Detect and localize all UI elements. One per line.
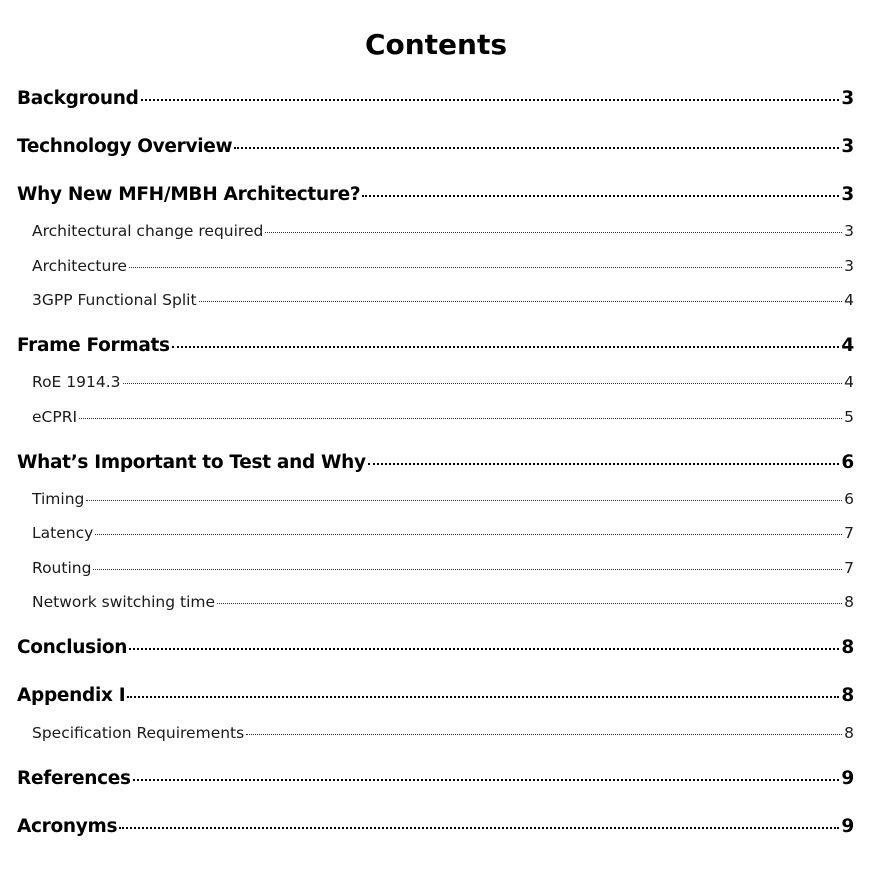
toc-dot-leader (123, 383, 843, 384)
toc-page-number: 7 (844, 559, 854, 577)
toc-page-number: 8 (841, 685, 854, 706)
page-title: Contents (364, 28, 508, 61)
toc-entry-label: eCPRI (32, 408, 78, 426)
toc-page-number: 4 (841, 335, 854, 356)
toc-entry-label: What’s Important to Test and Why (17, 452, 366, 473)
toc-dot-leader (95, 534, 842, 535)
toc-entry-timing[interactable] (32, 489, 854, 509)
toc-dot-leader (129, 648, 839, 650)
toc-dot-leader (86, 500, 842, 501)
toc-dot-leader (119, 827, 839, 829)
toc-page-number: 3 (844, 222, 854, 240)
toc-entry-label: Acronyms (17, 816, 118, 837)
toc-page-number: 4 (844, 291, 854, 309)
toc-page-number: 3 (841, 184, 854, 205)
toc-entry-why-new-architecture[interactable] (17, 183, 854, 207)
toc-dot-leader (234, 147, 839, 149)
toc-dot-leader (172, 346, 840, 348)
toc-entry-acronyms[interactable] (17, 815, 854, 839)
toc-entry-routing[interactable] (32, 558, 854, 578)
toc-page-number: 5 (844, 408, 854, 426)
toc-entry-label: References (17, 768, 131, 789)
toc-entry-latency[interactable] (32, 523, 854, 543)
toc-entry-frame-formats[interactable] (17, 334, 854, 358)
toc-entry-label: Conclusion (17, 637, 128, 658)
toc-entry-label: Specification Requirements (32, 724, 245, 742)
toc-dot-leader (129, 267, 842, 268)
toc-entry-label: Background (17, 88, 139, 109)
toc-entry-background[interactable] (17, 87, 854, 111)
toc-dot-leader (133, 779, 840, 781)
toc-page-number: 4 (844, 373, 854, 391)
toc-dot-leader (141, 99, 840, 101)
toc-entry-label: Frame Formats (17, 335, 170, 356)
toc-entry-label: Timing (32, 490, 85, 508)
toc-dot-leader (79, 418, 842, 419)
toc-page-number: 8 (844, 724, 854, 742)
toc-entry-roe-1914-3[interactable] (32, 372, 854, 392)
toc-entry-label: Architecture (32, 257, 127, 275)
toc-dot-leader (199, 301, 843, 302)
toc-entry-label: Latency (32, 524, 94, 542)
toc-page-number: 3 (841, 88, 854, 109)
toc-entry-conclusion[interactable] (17, 636, 854, 660)
toc-entry-label: Why New MFH/MBH Architecture? (17, 184, 361, 205)
toc-dot-leader (368, 463, 840, 465)
toc-dot-leader (265, 232, 842, 233)
toc-page-number: 8 (841, 637, 854, 658)
toc-entry-label: RoE 1914.3 (32, 373, 121, 391)
toc-entry-architecture[interactable] (32, 256, 854, 276)
toc-page-number: 7 (844, 524, 854, 542)
toc-entry-appendix-i[interactable] (17, 684, 854, 708)
toc-entry-label: Network switching time (32, 593, 216, 611)
toc-page-number: 3 (841, 136, 854, 157)
toc-page-number: 6 (844, 490, 854, 508)
toc-page-number: 8 (844, 593, 854, 611)
toc-entry-3gpp-functional-split[interactable] (32, 290, 854, 310)
toc-entry-technology-overview[interactable] (17, 135, 854, 159)
toc-entry-references[interactable] (17, 767, 854, 791)
toc-entry-label: Routing (32, 559, 92, 577)
toc-page-number: 6 (841, 452, 854, 473)
toc-page-number: 3 (844, 257, 854, 275)
toc-dot-leader (217, 603, 842, 604)
toc-entry-label: Architectural change required (32, 222, 264, 240)
toc-entry-network-switching-time[interactable] (32, 592, 854, 612)
toc-page-number: 9 (841, 816, 854, 837)
toc-entry-label: Appendix I (17, 685, 126, 706)
toc-dot-leader (93, 569, 842, 570)
toc-entry-architectural-change[interactable] (32, 221, 854, 241)
toc-entry-ecpri[interactable] (32, 407, 854, 427)
toc-page-number: 9 (841, 768, 854, 789)
toc-dot-leader (127, 696, 839, 698)
toc-entry-label: Technology Overview (17, 136, 233, 157)
toc-dot-leader (362, 195, 839, 197)
toc-entry-whats-important-to-test[interactable] (17, 451, 854, 475)
toc-dot-leader (246, 734, 842, 735)
toc-entry-specification-requirements[interactable] (32, 723, 854, 743)
toc-entry-label: 3GPP Functional Split (32, 291, 197, 309)
